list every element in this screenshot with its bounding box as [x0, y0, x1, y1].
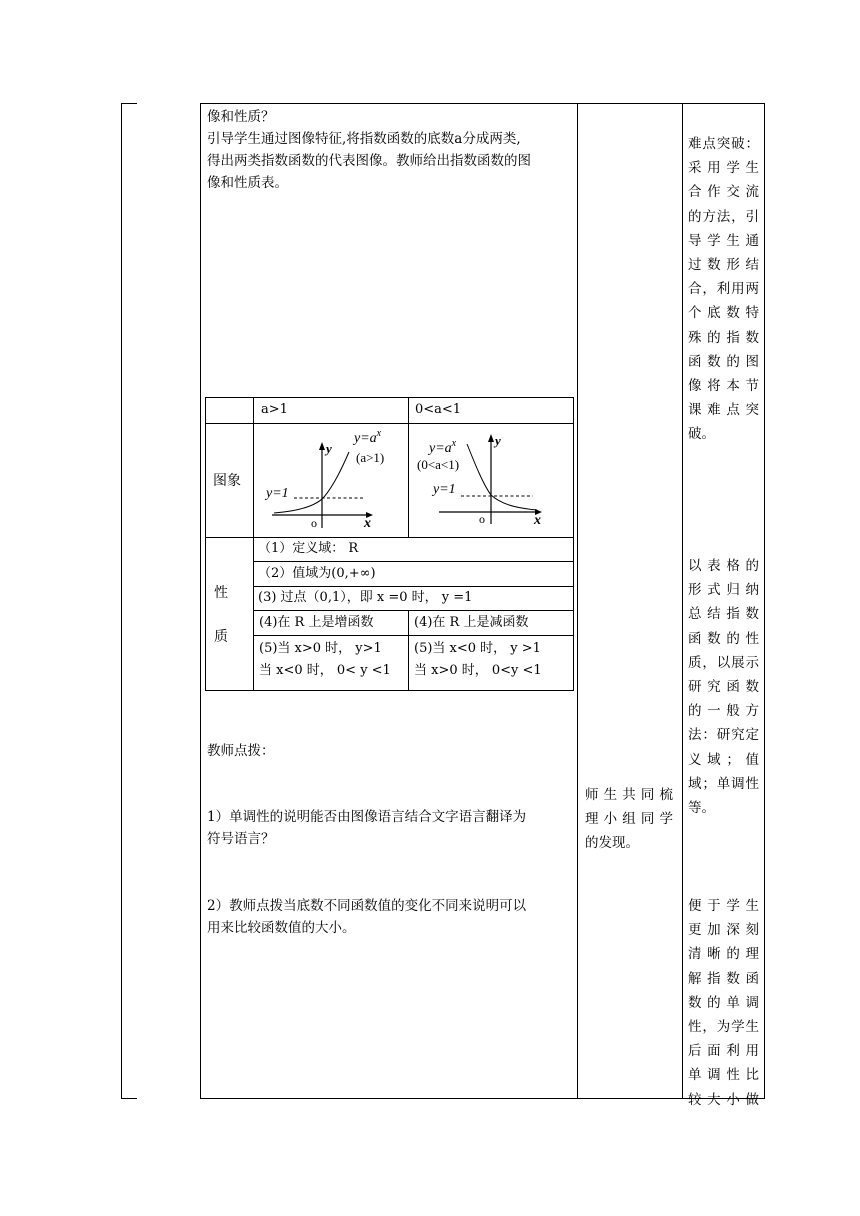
ptable-line	[573, 397, 574, 691]
col-divider-1	[200, 103, 201, 1099]
col4-line: 合，利用两	[688, 281, 759, 298]
props-label-1: 性	[214, 585, 228, 601]
col4-line: 总结指数	[688, 606, 759, 623]
col4-block-difficulty	[688, 132, 759, 446]
hint-line: 2）教师点拨当底数不同函数值的变化不同来说明可以	[207, 898, 527, 914]
col4-line: 导学生通	[688, 232, 759, 249]
prop-line: (5)当 x>0 时， y>1	[259, 641, 382, 656]
col3-text	[585, 783, 673, 856]
graph-decreasing	[409, 424, 573, 537]
prop-domain: （1）定义域： R	[258, 541, 359, 556]
border-left	[121, 103, 122, 1099]
col4-line: 个底数特	[688, 305, 759, 322]
col4-line: 性，为学生	[688, 1018, 759, 1035]
func-label: $y=a^x$	[354, 428, 382, 446]
y-axis-label: y	[495, 433, 501, 448]
origin-label: o	[311, 516, 317, 530]
hint-line: 1）单调性的说明能否由图像语言结合文字语言翻译为	[207, 809, 527, 825]
y1-label: y=1	[433, 482, 456, 497]
col3-line: 理小组同学	[585, 811, 673, 828]
col4-line: 等。	[688, 799, 715, 816]
border-top	[200, 103, 765, 104]
col4-line: 的一般方	[688, 703, 759, 720]
y-axis-label: y	[326, 441, 332, 456]
col3-line: 的发现。	[585, 835, 639, 852]
border-bottom	[200, 1098, 765, 1099]
props-label-2: 质	[214, 629, 228, 645]
col4-line: 清晰的理	[688, 946, 759, 963]
intro-paragraph	[207, 106, 572, 194]
prop-line: (5)当 x<0 时， y >1	[414, 641, 541, 656]
y-axis-arrow	[319, 442, 325, 450]
border-top-left	[121, 103, 137, 104]
col4-line: 数的单调	[688, 994, 759, 1011]
exp-curve	[274, 452, 349, 513]
ptable-line	[205, 397, 206, 691]
col4-line: 形式归纳	[688, 582, 759, 599]
prop-line: 当 x<0 时， 0< y <1	[259, 663, 391, 678]
col4-line: 函数的性	[688, 630, 759, 647]
intro-line: 引导学生通过图像特征,将指数函数的底数a分成两类,	[207, 131, 521, 147]
col4-line: 殊的指数	[688, 329, 759, 346]
ptable-line	[253, 635, 573, 636]
col4-line: 研究函数	[688, 678, 759, 695]
intro-line: 得出两类指数函数的代表图像。教师给出指数函数的图	[207, 153, 531, 169]
intro-line: 像和性质？	[207, 109, 275, 125]
col-divider-3	[682, 103, 683, 1099]
prop-range: （2）值域为(0,+∞)	[258, 566, 376, 581]
header-a-gt-1: a>1	[261, 402, 288, 417]
hint-line: 用来比较函数值的大小。	[207, 920, 356, 936]
col4-line: 函数的图	[688, 353, 759, 370]
col4-line: 法：研究定	[688, 727, 759, 744]
hint-1	[207, 806, 575, 850]
cond-label: (a>1)	[356, 450, 385, 465]
col4-line: 便于学生	[688, 898, 759, 914]
col4-line: 的方法，引	[688, 208, 759, 225]
intro-line: 像和性质表。	[207, 175, 288, 191]
x-axis-label: x	[534, 513, 541, 528]
col4-line: 质，以展示	[688, 654, 759, 671]
col4-line: 像将本节	[688, 377, 759, 394]
col4-line: 较大小做	[688, 1091, 759, 1108]
func-label: $y=a^x$	[429, 438, 457, 456]
hint-line: 符号语言？	[207, 831, 275, 847]
border-bottom-left	[121, 1098, 137, 1099]
hint-title: 教师点拨：	[207, 743, 275, 759]
col3-line: 师生共同梳	[585, 787, 673, 803]
col4-line: 破。	[688, 426, 715, 443]
prop-decreasing: (4)在 R 上是减函数	[414, 615, 529, 630]
col4-line: 过数形结	[688, 256, 759, 273]
hint-2	[207, 895, 575, 939]
y-axis-arrow	[488, 434, 494, 442]
prop-values-decreasing	[414, 638, 542, 682]
cond-label: (0<a<1)	[417, 457, 460, 472]
prop-fixed-point: (3) 过点（0,1），即 x =0 时， y =1	[258, 590, 473, 605]
col4-line: 采用学生	[688, 160, 759, 177]
y1-label: y=1	[266, 486, 289, 501]
col4-line: 合作交流	[688, 184, 759, 201]
ptable-line	[408, 610, 409, 691]
col4-line: 义域；值	[688, 751, 759, 768]
x-axis-label: x	[364, 516, 371, 531]
exp-curve	[467, 444, 537, 510]
col4-block-table	[688, 554, 759, 820]
graph-row-label: 图象	[213, 473, 241, 489]
prop-increasing: (4)在 R 上是增函数	[259, 615, 374, 630]
ptable-line	[205, 690, 573, 691]
col4-line: 域；单调性	[688, 775, 759, 792]
origin-label: o	[479, 512, 485, 526]
prop-values-increasing	[259, 638, 391, 682]
col4-line: 难点突破：	[688, 136, 759, 152]
col4-line: 以表格的	[688, 558, 759, 574]
graph-increasing	[254, 424, 408, 537]
col-divider-2	[577, 103, 578, 1099]
col4-line: 后面利用	[688, 1043, 759, 1060]
header-a-lt-1: 0<a<1	[415, 402, 462, 417]
col4-line: 更加深刻	[688, 922, 759, 939]
col4-line: 单调性比	[688, 1067, 759, 1084]
col4-line: 解指数函	[688, 970, 759, 987]
col4-line: 课难点突	[688, 402, 759, 419]
border-right	[764, 103, 765, 1099]
prop-line: 当 x>0 时， 0<y <1	[414, 663, 542, 678]
col4-block-monotonic	[688, 894, 759, 1112]
